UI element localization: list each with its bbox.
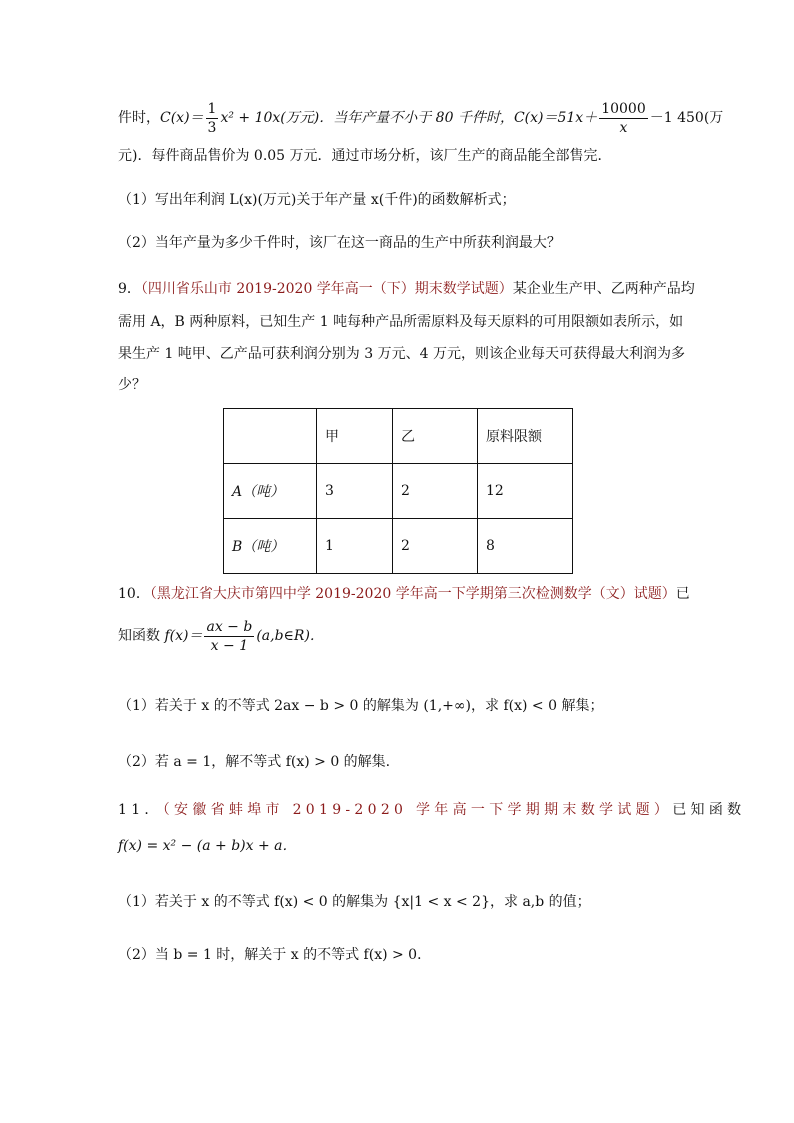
- q8-line-2: 元)．每件商品售价为 0.05 万元．通过市场分析，该厂生产的商品能全部售完．: [118, 148, 612, 164]
- q10-line-2: 知函数 f(x)＝ $\frac{ax - b}{x - 1}$ (a,b∈R)．: [118, 618, 324, 654]
- q9-line-2: 需用 A，B 两种原料，已知生产 1 吨每种产品所需原料及每天原料的可用限额如表所示，如: [118, 314, 684, 330]
- q9-line-4: 少？: [118, 377, 146, 393]
- question-number: 10．: [118, 586, 150, 602]
- table-cell: A（吨）: [224, 464, 317, 519]
- table-cell: 1: [317, 519, 393, 574]
- table-cell: 2: [393, 464, 478, 519]
- cost-function-high: C(x)＝51x＋: [513, 110, 598, 126]
- materials-table: [223, 408, 573, 574]
- q9-line-1: 9．（四川省乐山市 2019-2020 学年高一（下）期末数学试题）某企业生产甲、乙两种产品均: [118, 281, 695, 297]
- table-header-cell: 甲: [317, 409, 393, 464]
- q11-line-1: 11．（安徽省蚌埠市 2019-2020 学年高一下学期期末数学试题）已知函数: [118, 802, 746, 818]
- q10-line-1: 10．（黑龙江省大庆市第四中学 2019-2020 学年高一下学期第三次检测数学（文）试题）已: [118, 586, 690, 602]
- q8-line-1: [118, 96, 723, 140]
- fraction-10000-over-x: $\frac{10000}{x}$: [601, 100, 646, 136]
- cost-function-low: C(x)＝: [160, 110, 204, 126]
- q8-text: x² + 10x(万元)．当年产量不小于 80 千件时，: [220, 110, 514, 126]
- q10-part-1: （1）若关于 x 的不等式 2ax − b > 0 的解集为 (1,+∞)，求 f(x) < 0 解集；: [118, 698, 604, 714]
- q8-text: －1 450(万: [649, 110, 724, 126]
- table-cell: 3: [317, 464, 393, 519]
- table-header-cell: [224, 409, 317, 464]
- q9-line-3: 果生产 1 吨甲、乙产品可获利润分别为 3 万元、4 万元，则该企业每天可获得最大利润为多: [118, 346, 685, 362]
- q8-part-2: （2）当年产量为多少千件时，该厂在这一商品的生产中所获利润最大？: [118, 235, 561, 251]
- table-cell: 12: [478, 464, 573, 519]
- table-cell: B（吨）: [224, 519, 317, 574]
- q10-part-2: （2）若 a = 1，解不等式 f(x) > 0 的解集.: [118, 754, 391, 770]
- fraction-one-third: $\frac{1}{3}$: [207, 100, 217, 136]
- table-cell: 2: [393, 519, 478, 574]
- table-row: [224, 519, 573, 574]
- table-header-cell: 原料限额: [478, 409, 573, 464]
- question-number: 11．: [118, 802, 163, 818]
- table-cell: 8: [478, 519, 573, 574]
- q11-line-2: f(x) = x² − (a + b)x + a．: [118, 838, 297, 854]
- question-number: 9．: [118, 281, 141, 297]
- question-source: （安徽省蚌埠市 2019-2020 学年高一下学期期末数学试题）: [162, 802, 673, 818]
- question-source: （四川省乐山市 2019-2020 学年高一（下）期末数学试题）: [140, 281, 513, 297]
- table-row: [224, 464, 573, 519]
- table-header-row: [224, 409, 573, 464]
- table-header-cell: 乙: [393, 409, 478, 464]
- q11-part-1: （1）若关于 x 的不等式 f(x) < 0 的解集为 {x|1 < x < 2}，求 a,b 的值；: [118, 894, 591, 910]
- q8-text: 件时，: [118, 110, 160, 126]
- fraction-ax-b-over-x-1: $\frac{ax - b}{x - 1}$: [206, 618, 253, 654]
- question-source: （黑龙江省大庆市第四中学 2019-2020 学年高一下学期第三次检测数学（文）试题）: [149, 586, 676, 602]
- q8-part-1: （1）写出年利润 L(x)(万元)关于年产量 x(千件)的函数解析式；: [118, 192, 516, 208]
- function-f: f(x)＝: [164, 628, 203, 644]
- q11-part-2: （2）当 b = 1 时，解关于 x 的不等式 f(x) > 0．: [118, 947, 432, 963]
